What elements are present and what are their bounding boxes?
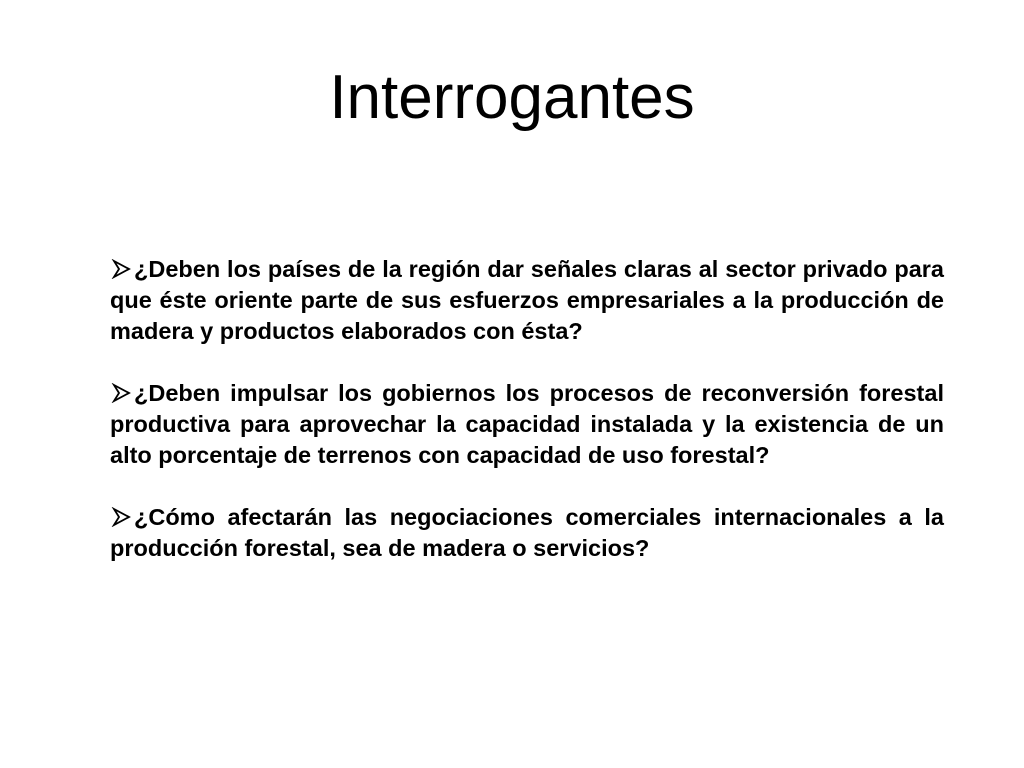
arrow-bullet-icon bbox=[110, 507, 133, 527]
bullet-item bbox=[110, 254, 944, 347]
bullet-item bbox=[110, 502, 944, 564]
bullet-item bbox=[110, 378, 944, 471]
arrow-bullet-icon bbox=[110, 383, 133, 403]
bullet-text: ¿Deben impulsar los gobiernos los procesos de reconversión forestal productiva para aprovechar la capacidad instalada y la existencia de un alto porcentaje de terrenos con capacidad de uso forestal? bbox=[110, 380, 944, 468]
bullet-text: ¿Cómo afectarán las negociaciones comerciales internacionales a la producción forestal, sea de madera o servicios? bbox=[110, 504, 944, 561]
bullet-text: ¿Deben los países de la región dar señales claras al sector privado para que éste oriente parte de sus esfuerzos empresariales a la producción de madera y productos elaborados con ésta? bbox=[110, 256, 944, 344]
arrow-bullet-icon bbox=[110, 259, 133, 279]
bullet-list bbox=[110, 254, 944, 564]
slide-title: Interrogantes bbox=[329, 63, 695, 132]
